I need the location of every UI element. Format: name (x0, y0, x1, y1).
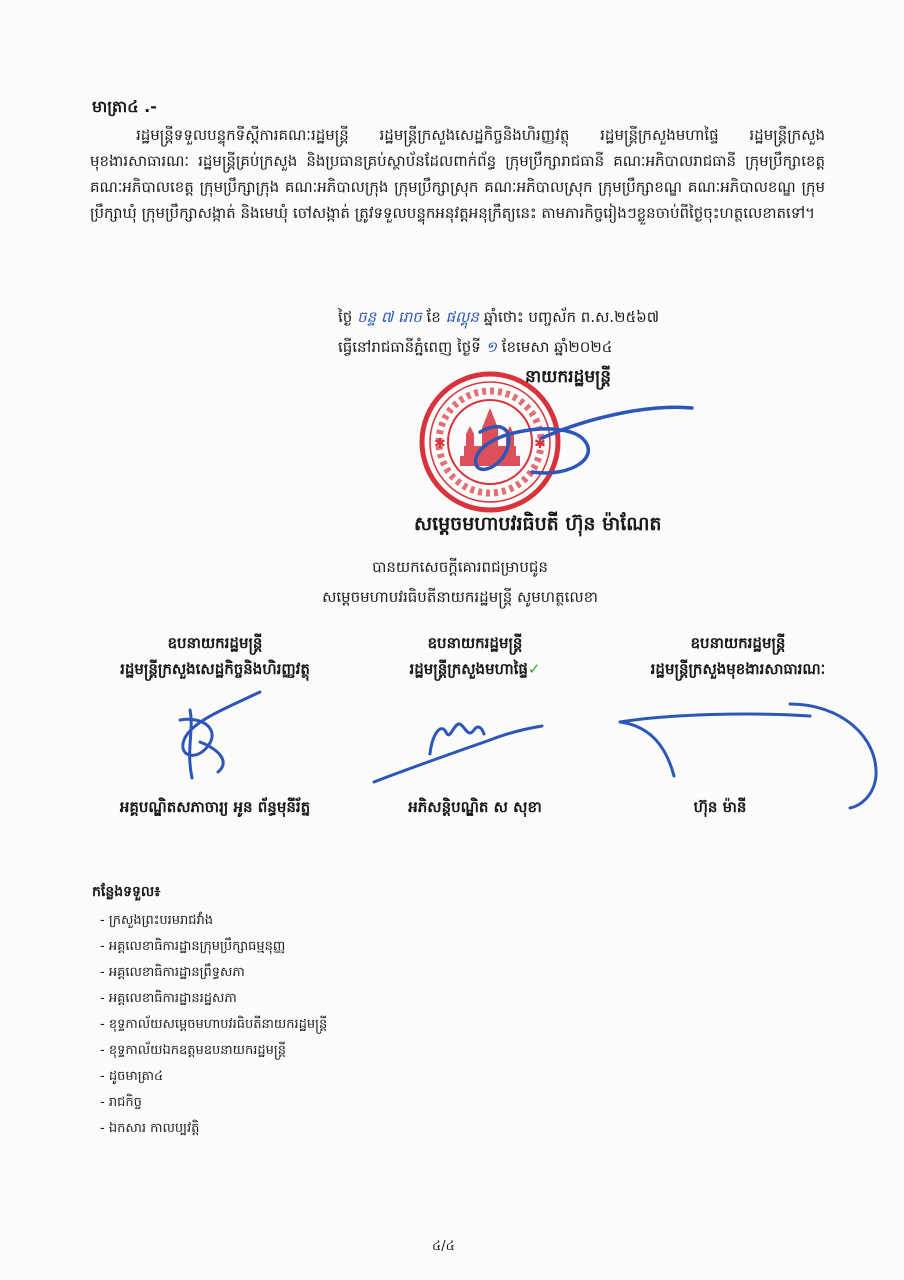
countersigner-rank: ឧបនាយករដ្ឋមន្ត្រី (427, 634, 523, 652)
transmission-line-1: បានយកសេចក្ដីគោរពជម្រាបជូន (372, 558, 548, 576)
recipients-list (100, 908, 327, 1142)
recipient-item: - ឯកសារ កាលប្បវត្តិ (100, 1121, 200, 1136)
lunar-year: ឆ្នាំថោះ បញ្ចស័ក ព.ស.២៥៦៧ (483, 308, 660, 326)
recipient-item: - អគ្គលេខាធិការដ្ឋានរដ្ឋសភា (100, 991, 237, 1006)
countersigner-3-name: ហ៊ុន ម៉ានី (693, 798, 747, 816)
countersigner-ministry (375, 656, 575, 682)
lunar-date-line (338, 308, 659, 330)
countersigner-1-heading (55, 630, 375, 682)
transmission-note (220, 552, 700, 612)
recipient-item: - ខុទ្ទកាល័យឯកឧត្តមឧបនាយករដ្ឋមន្ត្រី (100, 1043, 286, 1058)
article-title: មាត្រា៤ .- (92, 97, 157, 116)
article-body (90, 122, 825, 226)
countersigner-rank: ឧបនាយករដ្ឋមន្ត្រី (690, 634, 786, 652)
countersigner-3-heading (588, 630, 888, 682)
council-seal-and-signature (392, 360, 712, 520)
recipient-item: - ខុទ្ទកាល័យសម្ដេចមហាបវរធិបតីនាយករដ្ឋមន្ត្រី (100, 1017, 328, 1032)
lunar-day-prefix: ថ្ងៃ (338, 308, 353, 326)
transmission-line-2: សម្ដេចមហាបវរធិបតីនាយករដ្ឋមន្ត្រី សូមហត្ថលេខា (322, 588, 598, 606)
lunar-month-handwritten: ផល្គុន (445, 308, 479, 326)
prime-minister-title: នាយករដ្ឋមន្ត្រី (525, 367, 611, 387)
page-number: ៤/៤ (432, 1239, 455, 1254)
countersigner-ministry: រដ្ឋមន្ត្រីក្រសួងមុខងារសាធារណៈ (650, 660, 826, 678)
civil-date-line (338, 338, 612, 360)
countersigner-ministry: រដ្ឋមន្ត្រីក្រសួងសេដ្ឋកិច្ចនិងហិរញ្ញវត្ថុ (120, 660, 310, 678)
lunar-month-prefix: ខែ (426, 308, 441, 326)
countersigner-ministry-text: រដ្ឋមន្ត្រីក្រសួងមហាផ្ទៃ (409, 660, 528, 678)
prime-minister-name: សម្ដេចមហាបវរធិបតី ហ៊ុន ម៉ាណែត (414, 513, 662, 535)
lunar-day-handwritten: ចន្ទ ៧ រោច (357, 308, 422, 326)
civil-day-handwritten: ១ (485, 338, 497, 356)
recipient-item: - ដូចមាត្រា៤ (100, 1069, 164, 1084)
countersigner-1-name: អគ្គបណ្ឌិតសភាចារ្យ អូន ព័ន្ធមុនីរ័ត្ន (119, 798, 311, 816)
civil-date-prefix: ធ្វើនៅរាជធានីភ្នំពេញ ថ្ងៃទី (338, 338, 481, 356)
countersigner-1-signature (160, 690, 270, 790)
recipients-title: កន្លែងទទួល៖ (92, 884, 161, 900)
recipient-item: - ក្រសួងព្រះបរមរាជវាំង (100, 913, 214, 928)
article-body-text: រដ្ឋមន្ត្រីទទួលបន្ទុកទីស្ដីការគណៈរដ្ឋមន្ត្រី រដ្ឋមន្ត្រីក្រសួងសេដ្ឋកិច្ចនិងហិរញ្ញវត្ថុ រដ្ឋមន្ត្រីក្រសួងមហាផ្ទៃ រដ្ឋមន្ត្រីក្រសួងមុខងារសាធារណៈ រដ្ឋមន្ត្រីគ្រប់ក្រសួង និងប្រធានគ្រប់ស្ថាប័នដែលពាក់ព័ន្ធ ក្រុមប្រឹក្សារាជធានី គណៈអភិបាលរាជធានី ក្រុមប្រឹក្សាខេត្ត គណៈអភិបាលខេត្ត ក្រុមប្រឹក្សាក្រុង គណៈអភិបាលក្រុង ក្រុមប្រឹក្សាស្រុក គណៈអភិបាលស្រុក ក្រុមប្រឹក្សាខណ្ឌ គណៈអភិបាលខណ្ឌ ក្រុមប្រឹក្សាឃុំ ក្រុមប្រឹក្សាសង្កាត់ និងមេឃុំ ចៅសង្កាត់ ត្រូវទទួលបន្ទុកអនុវត្តអនុក្រឹត្យនេះ តាមភារកិច្ចរៀងៗខ្លួនចាប់ពីថ្ងៃចុះហត្ថលេខាតទៅ។ (90, 126, 825, 222)
countersigner-2-name: អភិសន្តិបណ្ឌិត ស សុខា (408, 798, 542, 816)
countersigner-2-heading (375, 630, 575, 682)
svg-text:✱: ✱ (434, 436, 446, 452)
recipient-item: - រាជកិច្ច (100, 1095, 142, 1110)
angkor-temple-emblem (460, 408, 520, 466)
civil-date-rest: ខែមេសា ឆ្នាំ២០២៤ (501, 338, 613, 356)
countersigner-rank: ឧបនាយករដ្ឋមន្ត្រី (167, 634, 263, 652)
recipient-item: - អគ្គលេខាធិការដ្ឋានក្រុមប្រឹក្សាធម្មនុញ្ញ (100, 939, 286, 954)
recipient-item: - អគ្គលេខាធិការដ្ឋានព្រឹទ្ធសភា (100, 965, 245, 980)
svg-text:✱: ✱ (534, 436, 546, 452)
checkmark-icon: ✓ (527, 660, 541, 678)
countersigner-2-signature (370, 702, 550, 792)
